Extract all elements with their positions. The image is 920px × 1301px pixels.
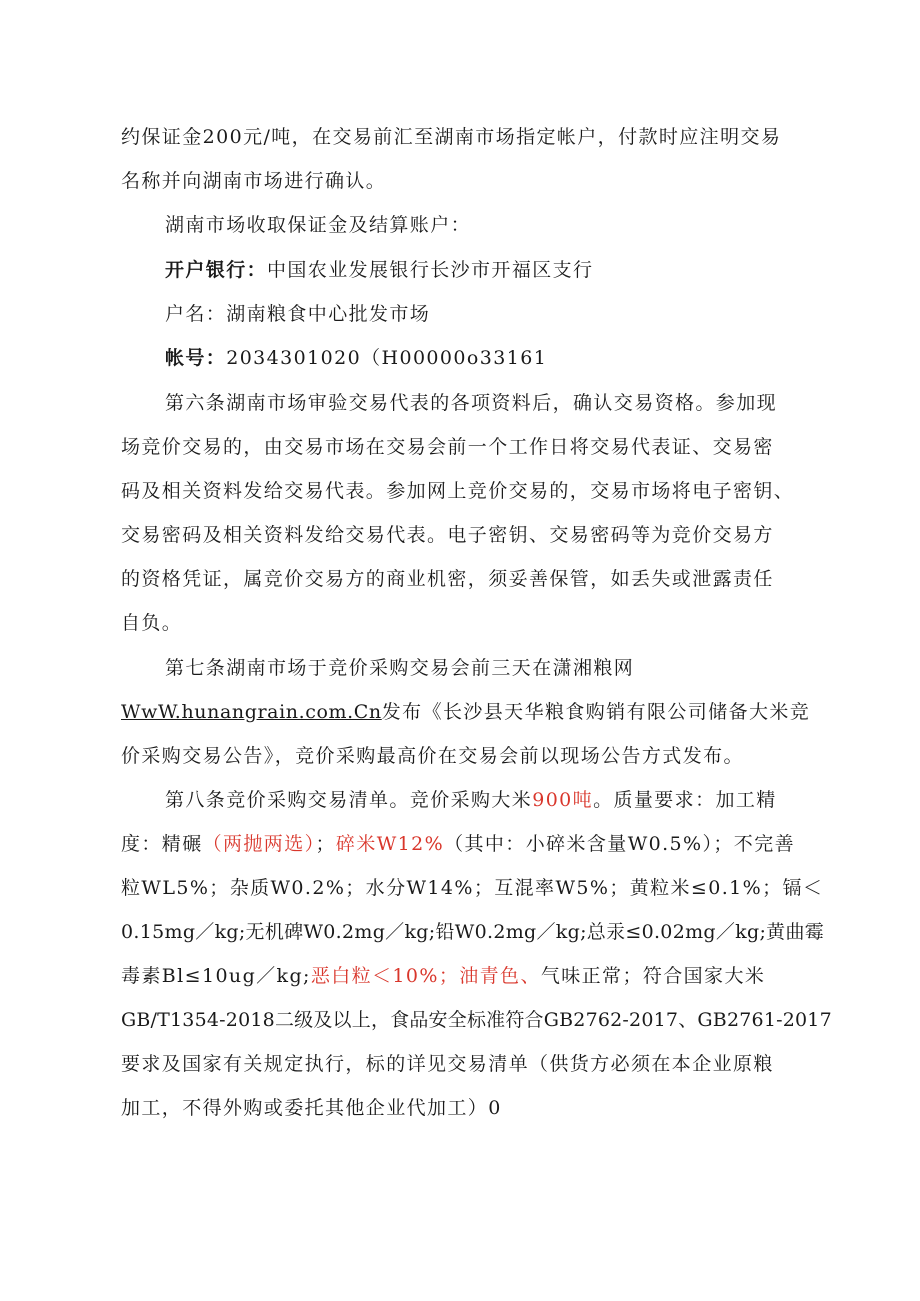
account-name-value: 湖南粮食中心批发市场 <box>226 303 431 325</box>
article-6-line-3 <box>0 478 920 504</box>
quality-highlight: 恶白粒＜10%；油青色、 <box>310 965 541 987</box>
text: 发布《长沙县天华粮食购销有限公司储备大米竞 <box>381 701 811 723</box>
article-6-line-4 <box>0 522 920 548</box>
text: 0.15mg／kg;无机碑W0.2mg／kg;铅W0.2mg／kg;总汞≤0.02mg／kg;黄曲霉 <box>121 921 825 943</box>
article-8-line-6 <box>0 1007 920 1033</box>
text: 交易密码及相关资料发给交易代表。电子密钥、交易密码等为竞价交易方 <box>121 524 774 546</box>
article-8-line-2 <box>0 831 920 857</box>
text: 第八条竞价采购交易清单。竞价采购大米 <box>165 789 533 811</box>
account-name-label: 户名： <box>165 303 227 325</box>
bank-label: 开户银行： <box>165 259 268 281</box>
article-8-line-1 <box>0 787 920 813</box>
text: 码及相关资料发给交易代表。参加网上竞价交易的，交易市场将电子密钥、 <box>121 480 795 502</box>
text: 自负。 <box>121 612 183 634</box>
bank-line <box>0 257 920 283</box>
article-7-line-1 <box>0 655 920 681</box>
text: 度：精碾 <box>121 833 203 855</box>
text: 约保证金200元/吨，在交易前汇至湖南市场指定帐户，付款时应注明交易 <box>121 126 782 148</box>
text: 第七条湖南市场于竞价采购交易会前三天在潇湘粮网 <box>165 657 635 679</box>
text: （其中：小碎米含量W0.5%）；不完善 <box>444 833 795 855</box>
text: GB/T1354-2018二级及以上，食品安全标准符合GB2762-2017、GB2761-2017 <box>121 1009 832 1031</box>
text: 气味正常；符合国家大米 <box>540 965 766 987</box>
text: 要求及国家有关规定执行，标的详见交易清单（供货方必须在本企业原粮 <box>121 1053 774 1075</box>
text: ； <box>315 833 336 855</box>
settlement-account-heading <box>0 212 920 238</box>
broken-rice-highlight: 碎米W12% <box>335 833 445 855</box>
text: 场竞价交易的，由交易市场在交易会前一个工作日将交易代表证、交易密 <box>121 436 774 458</box>
polishing-highlight: （两抛两选） <box>202 833 316 855</box>
bank-value: 中国农业发展银行长沙市开福区支行 <box>267 259 594 281</box>
text: 价采购交易公告》，竞价采购最高价在交易会前以现场公告方式发布。 <box>121 745 744 767</box>
article-6-line-2 <box>0 434 920 460</box>
article-8-line-7 <box>0 1051 920 1077</box>
article-6-line-1 <box>0 390 920 416</box>
account-number-value: 2034301020（H00000o33161 <box>226 347 548 369</box>
text: 湖南市场收取保证金及结算账户： <box>165 214 472 236</box>
website-link[interactable]: WwW.hunangrain.com.Cn <box>121 701 382 723</box>
text: 。质量要求：加工精 <box>593 789 777 811</box>
text: 第六条湖南市场审验交易代表的各项资料后，确认交易资格。参加现 <box>165 392 778 414</box>
text: 毒素Bl≤10ug／kg; <box>121 965 311 987</box>
article-6-line-5 <box>0 566 920 592</box>
article-7-line-3 <box>0 743 920 769</box>
article-7-line-2 <box>0 699 920 725</box>
article-8-line-5 <box>0 963 920 989</box>
text: 粒WL5%；杂质W0.2%；水分W14%；互混率W5%；黄粒米≤0.1%；镉＜ <box>121 877 824 899</box>
text: 加工，不得外购或委托其他企业代加工）0 <box>121 1097 502 1119</box>
quantity-highlight: 900吨 <box>532 789 594 811</box>
article-8-line-8 <box>0 1095 920 1121</box>
para-deposit-line-1 <box>0 124 920 150</box>
account-number-line <box>0 345 920 371</box>
article-8-line-3 <box>0 875 920 901</box>
para-deposit-line-2 <box>0 168 920 194</box>
account-number-label: 帐号： <box>165 347 227 369</box>
text: 名称并向湖南市场进行确认。 <box>121 170 387 192</box>
text: 的资格凭证，属竞价交易方的商业机密，须妥善保管，如丢失或泄露责任 <box>121 568 774 590</box>
article-8-line-4 <box>0 919 920 945</box>
account-name-line <box>0 301 920 327</box>
article-6-line-6 <box>0 610 920 636</box>
